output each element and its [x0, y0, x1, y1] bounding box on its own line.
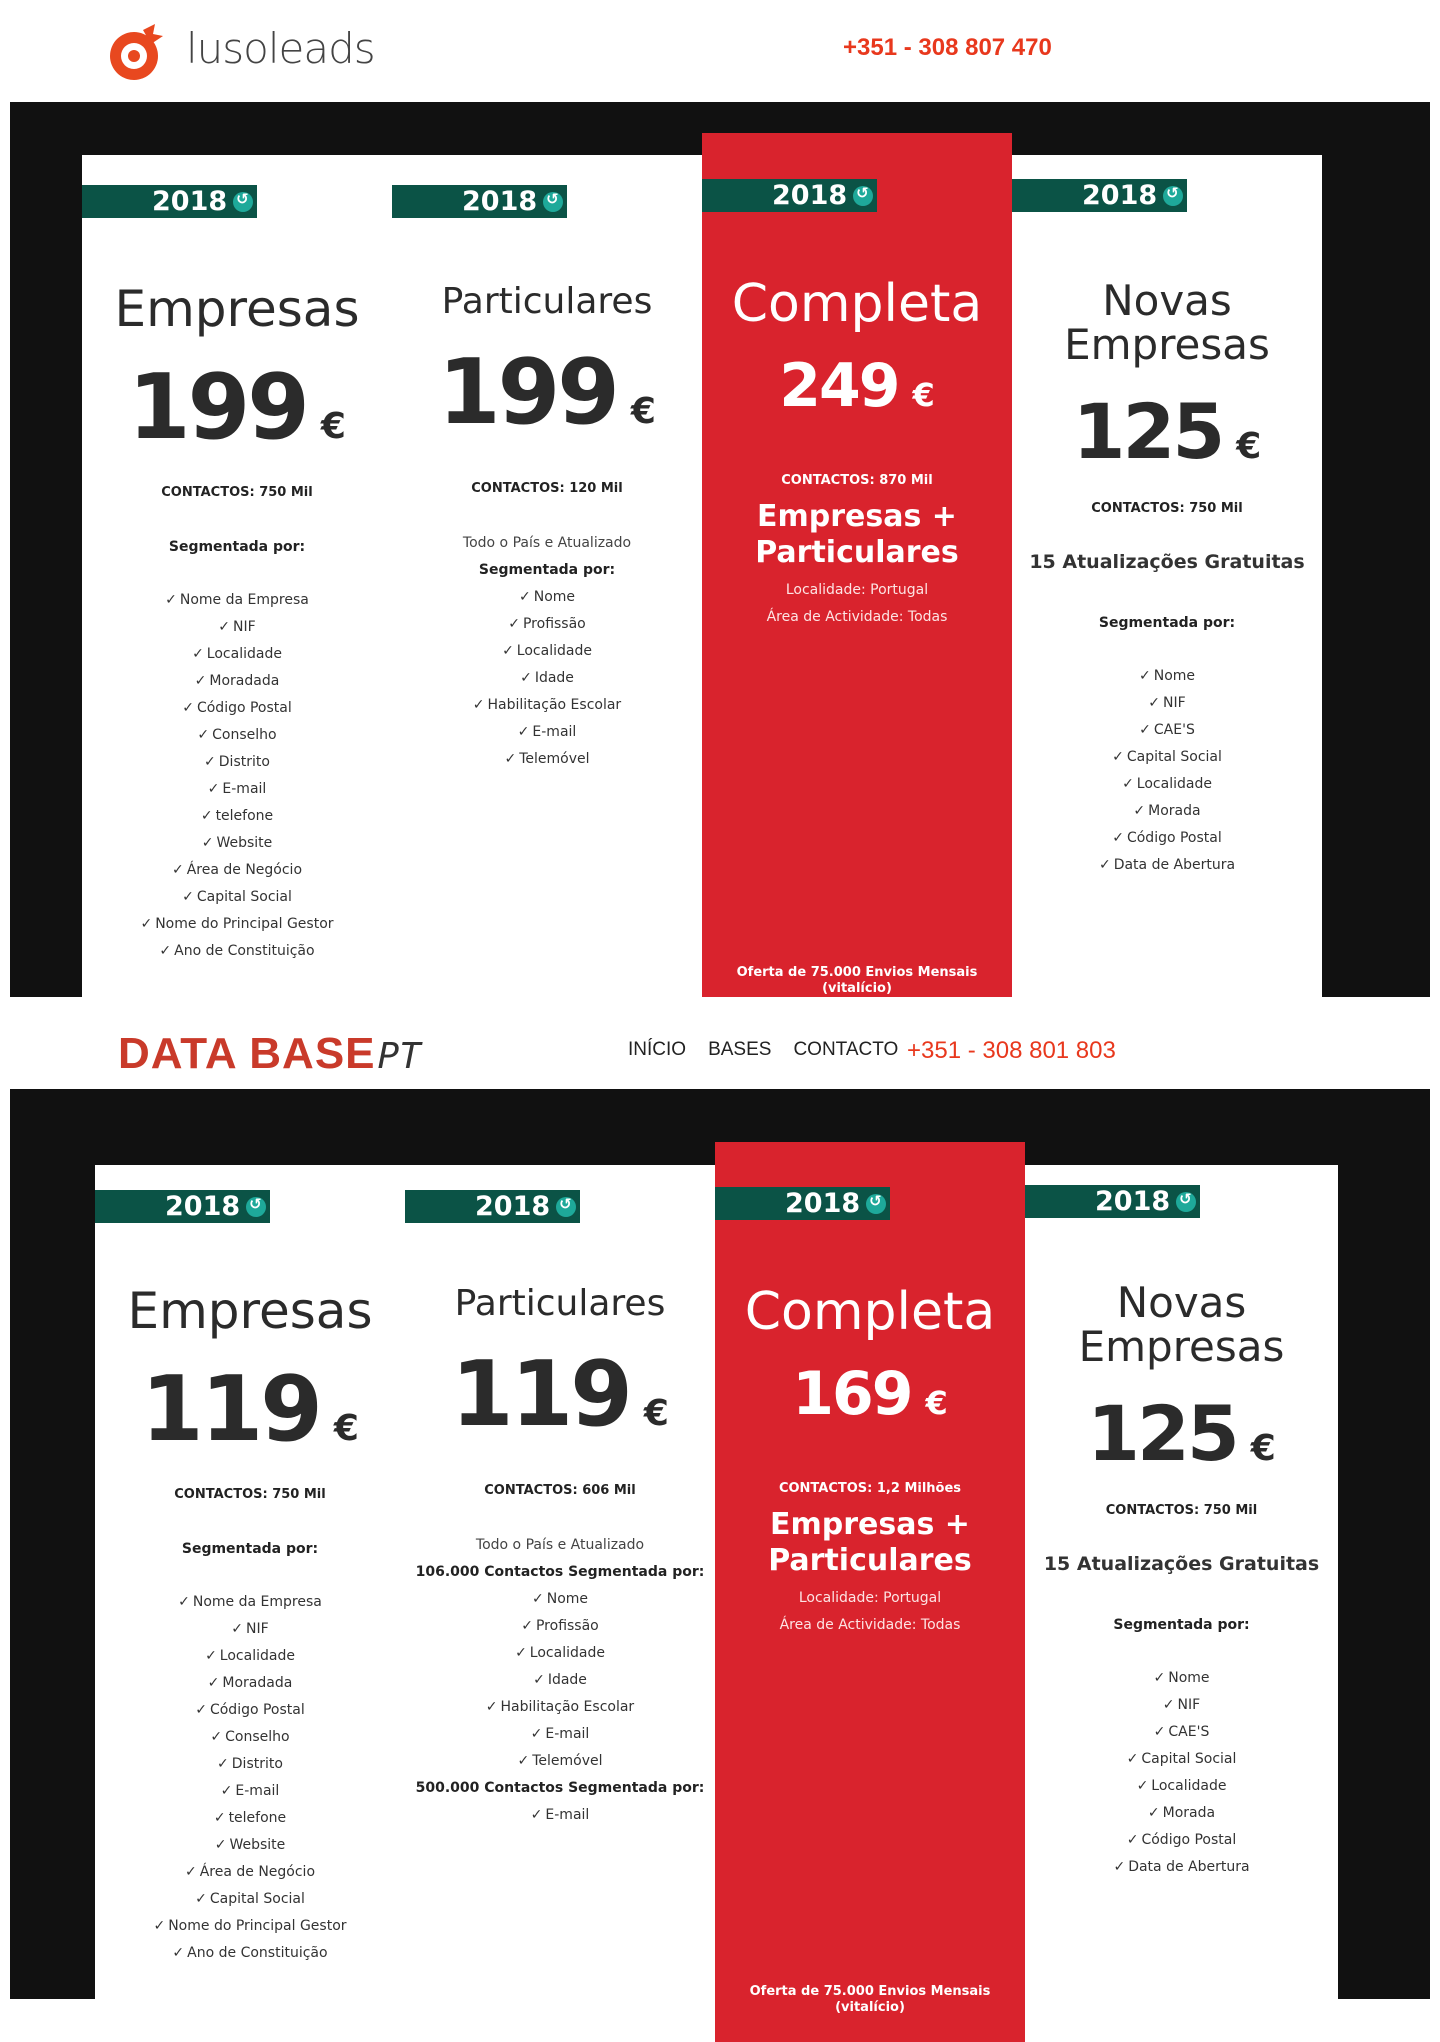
plan-empresas	[95, 1165, 405, 2015]
year-label: 2018	[475, 1191, 551, 1222]
feature-item: ✓ Morada	[1025, 1800, 1338, 1827]
plan-title: Particulares	[454, 1283, 666, 1324]
year-badge	[715, 1187, 890, 1220]
feature-item: ✓ NIF	[82, 614, 392, 641]
refresh-icon	[246, 1197, 266, 1217]
year-badge	[405, 1190, 580, 1223]
lusoleads-logo-text[interactable]: lusoleads	[186, 24, 375, 73]
plan-title	[1012, 276, 1322, 370]
price-value: 249	[779, 351, 899, 421]
feature-item: ✓ Código Postal	[95, 1697, 405, 1724]
feature-item: ✓ Moradada	[95, 1670, 405, 1697]
plan-price	[392, 340, 702, 445]
databasept-phone[interactable]: +351 - 308 801 803	[907, 1037, 1116, 1064]
refresh-icon	[1176, 1192, 1196, 1212]
databasept-pricing-section	[10, 1089, 1430, 2015]
feature-item: ✓ Localidade	[392, 638, 702, 665]
plan-title	[1025, 1278, 1338, 1372]
segmentation-title: Segmentada por:	[181, 1541, 319, 1557]
segmentation-title: Segmentada por:	[1098, 615, 1236, 631]
logo-main-text: DATA BASE	[118, 1029, 376, 1078]
subtitle-line-2: Particulares	[755, 535, 959, 570]
feature-item: ✓ Capital Social	[82, 884, 392, 911]
year-badge	[95, 1190, 270, 1223]
feature-item: ✓ Website	[82, 830, 392, 857]
price-value: 199	[438, 340, 617, 445]
plan-contacts: CONTACTOS: 870 Mil	[781, 473, 933, 488]
year-label: 2018	[462, 186, 538, 217]
feature-item: ✓ Habilitação Escolar	[405, 1694, 715, 1721]
feature-item: ✓ Localidade	[1025, 1773, 1338, 1800]
feature-item: ✓ Área de Negócio	[82, 857, 392, 884]
plan-title: Particulares	[441, 281, 653, 322]
currency-symbol: €	[333, 1408, 359, 1449]
feature-item: ✓ Nome da Empresa	[82, 587, 392, 614]
year-badge	[1025, 1185, 1200, 1218]
plan-details	[715, 1585, 1025, 1639]
feature-item: ✓ Idade	[405, 1667, 715, 1694]
feature-item: ✓ E-mail	[392, 719, 702, 746]
year-label: 2018	[1095, 1186, 1171, 1217]
year-badge	[392, 185, 567, 218]
plan-contacts: CONTACTOS: 750 Mil	[161, 485, 313, 500]
plan-price	[1012, 387, 1322, 476]
title-line-2: Empresas	[1078, 1322, 1285, 1372]
feature-item: ✓ Capital Social	[1025, 1746, 1338, 1773]
feature-item: ✓ Nome	[392, 584, 702, 611]
feature-item: ✓ Nome	[1012, 663, 1322, 690]
currency-symbol: €	[1250, 1428, 1276, 1469]
feature-item: ✓ Habilitação Escolar	[392, 692, 702, 719]
plan-novas-empresas	[1012, 155, 1322, 1015]
plan-contacts: CONTACTOS: 606 Mil	[484, 1483, 636, 1498]
feature-item: ✓ Nome da Empresa	[95, 1589, 405, 1616]
plan-subtitle	[715, 1507, 1025, 1579]
segmentation-title: Segmentada por:	[478, 562, 616, 578]
plan-price	[715, 1359, 1025, 1429]
currency-symbol: €	[630, 391, 656, 432]
feature-list	[392, 584, 702, 773]
lusoleads-logo-icon[interactable]	[103, 20, 169, 86]
plan-completa	[702, 133, 1012, 1033]
feature-item: ✓ NIF	[1012, 690, 1322, 717]
title-line-2: Empresas	[1064, 320, 1270, 370]
feature-item: ✓ Distrito	[82, 749, 392, 776]
plan-price	[95, 1357, 405, 1462]
feature-item: ✓ Ano de Constituição	[82, 938, 392, 965]
feature-item: ✓ CAE'S	[1012, 717, 1322, 744]
feature-item: ✓ Nome do Principal Gestor	[82, 911, 392, 938]
refresh-icon	[1163, 186, 1183, 206]
plan-contacts: CONTACTOS: 750 Mil	[1091, 501, 1243, 516]
feature-list	[1025, 1665, 1338, 1881]
feature-item: ✓ telefone	[82, 803, 392, 830]
plan-price	[82, 355, 392, 460]
feature-item: ✓ Nome	[1025, 1665, 1338, 1692]
plan-contacts: CONTACTOS: 750 Mil	[174, 1487, 326, 1502]
feature-item: ✓ Área de Negócio	[95, 1859, 405, 1886]
feature-item: ✓ Ano de Constituição	[95, 1940, 405, 1967]
refresh-icon	[853, 186, 873, 206]
refresh-icon	[233, 192, 253, 212]
feature-item: ✓ Localidade	[1012, 771, 1322, 798]
plan-updates: 15 Atualizações Gratuitas	[1029, 551, 1305, 573]
offer-line-2: (vitalício)	[822, 981, 892, 996]
feature-item: ✓ NIF	[95, 1616, 405, 1643]
feature-item: ✓ E-mail	[95, 1778, 405, 1805]
plan-title: Empresas	[127, 1282, 373, 1340]
refresh-icon	[866, 1194, 886, 1214]
subtitle-line-2: Particulares	[768, 1543, 972, 1578]
feature-item: ✓ Conselho	[95, 1724, 405, 1751]
year-label: 2018	[785, 1188, 861, 1219]
plan-intro: Todo o País e Atualizado	[475, 1537, 645, 1553]
feature-item: ✓ Moradada	[82, 668, 392, 695]
feature-item: ✓ Website	[95, 1832, 405, 1859]
refresh-icon	[543, 192, 563, 212]
plan-contacts: CONTACTOS: 1,2 Milhões	[778, 1481, 962, 1496]
feature-item: ✓ Conselho	[82, 722, 392, 749]
plan-contacts: CONTACTOS: 750 Mil	[1105, 1503, 1258, 1518]
currency-symbol: €	[1236, 426, 1262, 467]
nav-item-inicio[interactable]: INÍCIO	[628, 1039, 687, 1060]
feature-item: ✓ E-mail	[405, 1802, 715, 1829]
feature-list-2	[405, 1802, 715, 1829]
feature-item: ✓ Profissão	[392, 611, 702, 638]
plan-intro: Todo o País e Atualizado	[462, 535, 632, 551]
segmentation-title: Segmentada por:	[168, 539, 306, 555]
currency-symbol: €	[925, 1384, 948, 1422]
feature-item: ✓ Código Postal	[1025, 1827, 1338, 1854]
year-badge	[82, 185, 257, 218]
feature-item: ✓ Nome do Principal Gestor	[95, 1913, 405, 1940]
feature-item: ✓ NIF	[1025, 1692, 1338, 1719]
plan-price	[1025, 1389, 1338, 1478]
plan-particulares	[405, 1165, 715, 2015]
year-badge	[1012, 179, 1187, 212]
offer-line-1: Oferta de 75.000 Envios Mensais	[749, 1984, 991, 1999]
feature-item: ✓ Localidade	[405, 1640, 715, 1667]
year-label: 2018	[152, 186, 228, 217]
price-value: 119	[451, 1342, 630, 1447]
lusoleads-phone[interactable]: +351 - 308 807 470	[843, 34, 1052, 61]
plan-novas-empresas	[1025, 1165, 1338, 2015]
feature-item: ✓ Código Postal	[82, 695, 392, 722]
feature-item: ✓ Localidade	[95, 1643, 405, 1670]
activity-text: Área de Actividade: Todas	[779, 1617, 961, 1633]
feature-list	[82, 587, 392, 965]
plan-title: Empresas	[114, 280, 360, 338]
year-label: 2018	[165, 1191, 241, 1222]
main-nav	[628, 1039, 898, 1061]
feature-item: ✓ Telemóvel	[405, 1748, 715, 1775]
logo-suffix-text: PT	[377, 1036, 421, 1077]
databasept-logo[interactable]	[118, 1029, 421, 1079]
currency-symbol: €	[320, 406, 346, 447]
plan-title: Completa	[731, 274, 983, 334]
price-value: 169	[792, 1359, 912, 1429]
feature-list	[95, 1589, 405, 1967]
title-line-1: Novas	[1102, 276, 1232, 325]
plan-offer	[715, 1984, 1025, 2016]
databasept-header	[0, 997, 1440, 1089]
feature-item: ✓ Morada	[1012, 798, 1322, 825]
activity-text: Área de Actividade: Todas	[766, 609, 948, 625]
plan-particulares	[392, 155, 702, 1015]
subtitle-line-1: Empresas +	[757, 499, 957, 534]
plan-contacts: CONTACTOS: 120 Mil	[471, 481, 623, 496]
currency-symbol: €	[912, 376, 935, 414]
nav-item-contacto[interactable]: CONTACTO	[793, 1039, 899, 1060]
plan-details	[702, 577, 1012, 631]
price-value: 199	[128, 355, 307, 460]
segmentation-title-1: 106.000 Contactos Segmentada por:	[415, 1564, 705, 1580]
title-line-1: Novas	[1116, 1278, 1247, 1327]
location-text: Localidade: Portugal	[798, 1590, 942, 1606]
plan-subtitle	[702, 499, 1012, 571]
lusoleads-pricing-section	[10, 102, 1430, 997]
feature-item: ✓ Profissão	[405, 1613, 715, 1640]
feature-item: ✓ Capital Social	[95, 1886, 405, 1913]
feature-item: ✓ Código Postal	[1012, 825, 1322, 852]
feature-item: ✓ Idade	[392, 665, 702, 692]
year-label: 2018	[1082, 180, 1158, 211]
feature-item: ✓ Data de Abertura	[1025, 1854, 1338, 1881]
segmentation-title-2: 500.000 Contactos Segmentada por:	[415, 1780, 705, 1796]
offer-line-1: Oferta de 75.000 Envios Mensais	[736, 965, 978, 980]
feature-item: ✓ CAE'S	[1025, 1719, 1338, 1746]
feature-item: ✓ Capital Social	[1012, 744, 1322, 771]
price-value: 125	[1072, 387, 1223, 476]
segmentation-title: Segmentada por:	[1113, 1617, 1250, 1633]
feature-item: ✓ Data de Abertura	[1012, 852, 1322, 879]
location-text: Localidade: Portugal	[785, 582, 929, 598]
plan-empresas	[82, 155, 392, 1015]
feature-item: ✓ E-mail	[405, 1721, 715, 1748]
plan-price	[405, 1342, 715, 1447]
year-badge	[702, 179, 877, 212]
plan-updates: 15 Atualizações Gratuitas	[1043, 1553, 1320, 1575]
currency-symbol: €	[643, 1393, 669, 1434]
feature-item: ✓ Localidade	[82, 641, 392, 668]
pricing-panel	[95, 1165, 1338, 2015]
feature-item: ✓ telefone	[95, 1805, 405, 1832]
subtitle-line-1: Empresas +	[770, 1507, 970, 1542]
price-value: 119	[141, 1357, 320, 1462]
feature-item: ✓ E-mail	[82, 776, 392, 803]
feature-list-1	[405, 1586, 715, 1775]
price-value: 125	[1087, 1389, 1237, 1478]
plan-title: Completa	[744, 1282, 996, 1342]
year-label: 2018	[772, 180, 848, 211]
nav-item-bases[interactable]: BASES	[708, 1039, 772, 1060]
feature-item: ✓ Telemóvel	[392, 746, 702, 773]
plan-price	[702, 351, 1012, 421]
plan-completa	[715, 1142, 1025, 2042]
feature-list	[1012, 663, 1322, 879]
lusoleads-header	[0, 0, 1440, 102]
offer-line-2: (vitalício)	[835, 2000, 905, 2015]
feature-item: ✓ Nome	[405, 1586, 715, 1613]
pricing-panel	[82, 155, 1322, 1015]
feature-item: ✓ Distrito	[95, 1751, 405, 1778]
refresh-icon	[556, 1197, 576, 1217]
plan-offer	[702, 965, 1012, 997]
